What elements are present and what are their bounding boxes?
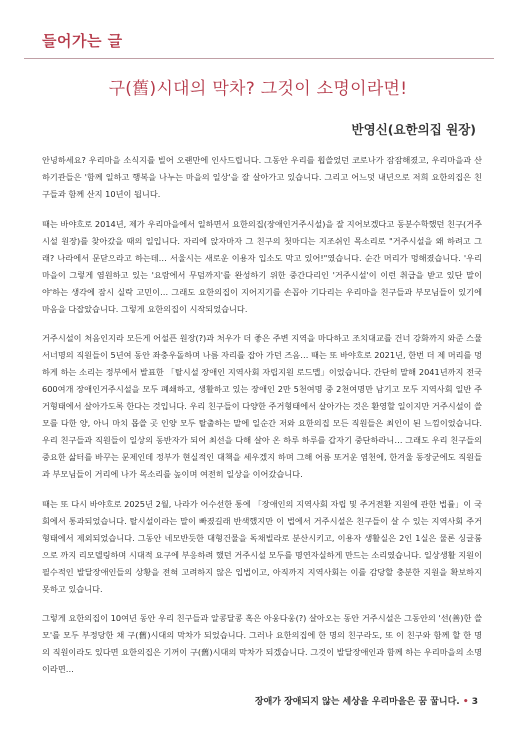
paragraph-2: 때는 바야흐로 2014년, 제가 우리마을에서 일하면서 요한의집(장애인거주시설)을 잘 지어보겠다고 동분수학했던 친구(거주시설 원장)를 찾아갔을 때의 일입니다. 자리에 앉자마자 그 친구의 첫마디는 지조쉬인 목소리로 "거주시설을 왜 하려고 그래? 나라에서 문닫으라고 하는데… 서울시는 새로운 이용자 입소도 막고 있어!"였습니다. 순간 머리가 멍해졌습니다. '우리마을이 그렇게 염원하고 있는 '요람에서 무덤까지'를 완성하기 위한 중간다리인 '거주시설'이 이런 취급을 받고 있단 말이야'하는 생각에 잠시 실락 고민이… 그래도 요한의집이 지어지기를 손꼽아 기다리는 우리마을 친구들과 부모님들이 있기에 마음을 다잡았습니다. 그렇게 요한의집이 시작되었습니다.	[42, 218, 482, 314]
paragraph-3: 거주시설이 처음인지라 모든게 어설픈 원장(?)과 처우가 더 좋은 주변 지역을 마다하고 조치대교를 건너 강화까지 와준 스물 서너명의 직원들이 5년여 동안 좌충우돌하며 나름 자리를 잡아 가던 즈음… 때는 또 바야흐로 2021년, 한번 더 제 머리를 멍하게 하는 소리는 정부에서 발표한 「탈시설 장애인 지역사회 자립지원 로드맵」이었습니다. 간단히 말해 2041년까지 전국 600여개 장애인거주시설을 모두 폐쇄하고, 생활하고 있는 장애인 2만 5천여명 중 2천여명만 남기고 모두 지역사회 일반 주거형태에서 살아가도록 한다는 것입니다. 우리 친구들이 다양한 주거형태에서 살아가는 것은 환영할 일이지만 거주시설이 쓸모를 다한 양, 아니 마치 몹쓸 곳 인양 모두 탈출하는 말에 일순간 저와 요한의집 모든 직원들은 최인이 된 느낌이었습니다. 우리 친구들과 직원들이 일상의 동반자가 되어 최선을 다해 살아 온 하루 하루를 갑자기 중단하라니… 그래도 우리 친구들의 중요한 삶터를 바꾸는 문제인데 정부가 현실적인 대책을 세우겠지 하며 그해 어름 또거운 염천에, 한겨울 동장군에도 직원들과 부모님들이 거리에 나가 목소리를 높이며 여전히 일상을 이어갔습니다.	[42, 333, 482, 479]
paragraph-5: 그렇게 요한의집이 10여년 동안 우리 친구들과 알콩달콩 혹은 아웅다웅(?) 살아오는 동안 거주시설은 그동안의 '선(善)한 쓸모'를 모두 부정당한 채 구(舊)시대의 막차가 되었습니다. 그러나 요한의집에 한 명의 친구라도, 또 이 친구와 함께 할 한 명의 직원이라도 있다면 요한의집은 기꺼이 구(舊)시대의 막차가 되겠습니다. 그것이 발달장애인과 함께 하는 우리마을의 소명이라면…	[42, 613, 482, 674]
footer-slogan: 장애가 장애되지 않는 세상을 우리마을은 꿈 꿉니다.	[254, 697, 460, 707]
section-divider	[24, 58, 494, 59]
paragraph-1: 안녕하세요? 우리마을 소식지를 빌어 오랜만에 인사드립니다. 그동안 우리를 휩쓸었던 코로나가 잠잠해졌고, 우리마을과 산하기관들은 '함께 일하고 행복을 나누는 마을의 일상'을 잘 살아가고 있습니다. 그리고 어느덧 내년으로 저희 요한의집은 친구들과 함께 산지 10년이 됩니다.	[42, 155, 482, 199]
paragraph-4: 때는 또 다시 바야흐로 2025년 2월, 나라가 어수선한 통에 「장애인의 지역사회 자립 및 주거전환 지원에 관한 법률」이 국회에서 통과되었습니다. 탈시설이라는 말이 빠졌길래 반색했지만 이 법에서 거주시설은 친구들이 살 수 있는 지역사회 주거형태에서 제외되었습니다. 그동안 네모반듯한 대형건물을 독채빌라로 분산시키고, 이용자 생활실은 2인 1실은 물론 싱글룸으로 까지 리모델링하며 시대적 요구에 부응하려 했던 거주시설 모두를 명연자실하게 만드는 소리였습니다. 일상생활 지원이 필수적인 발달장애인들의 상황을 전혀 고려하지 않은 입법이고, 아직까지 지역사회는 이를 감당할 충분한 지원을 확보하지 못하고 있습니다.	[42, 498, 482, 594]
page-number: 3	[471, 697, 478, 707]
section-title: 들어가는 글	[42, 32, 123, 50]
footer-separator: •	[462, 697, 469, 707]
author-byline: 반영신(요한의집 원장)	[351, 122, 476, 137]
article-body	[42, 152, 482, 691]
page-footer	[255, 694, 478, 707]
article-title: 구(舊)시대의 막차? 그것이 소명이라면!	[108, 79, 408, 99]
